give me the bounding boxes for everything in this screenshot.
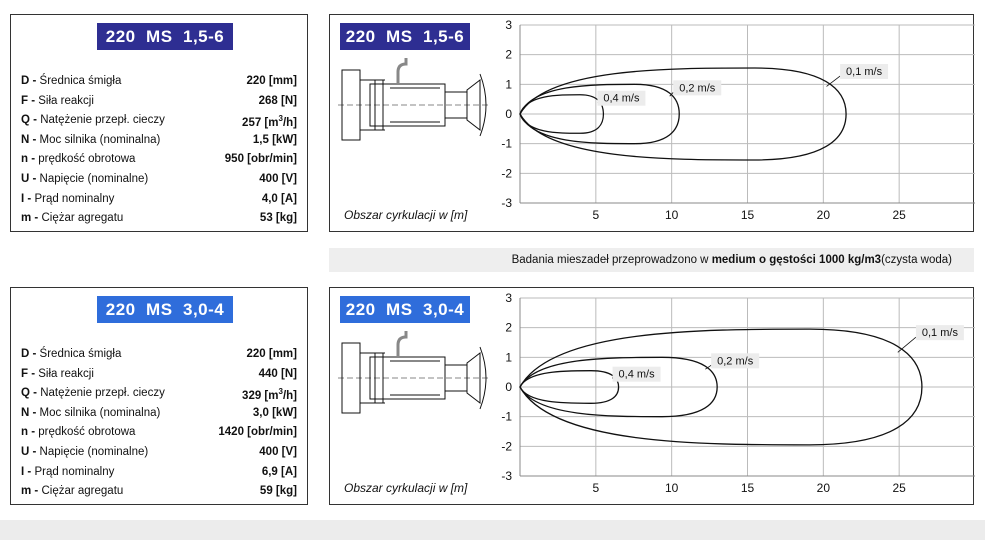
spec-dash: - bbox=[29, 348, 40, 360]
spec-label: Ciężar agregatu bbox=[41, 485, 124, 498]
spec-symbol: I bbox=[21, 192, 25, 205]
x-tick-label: 25 bbox=[892, 481, 906, 495]
curve-label: 0,1 m/s bbox=[846, 66, 883, 79]
spec-value: 6,9 [A] bbox=[261, 465, 297, 478]
spec-label: Natężenie przepł. cieczy bbox=[40, 114, 165, 127]
spec-dash: - bbox=[24, 192, 35, 205]
chart-grid bbox=[520, 25, 975, 203]
spec-value: 220 [mm] bbox=[246, 75, 297, 87]
spec-row bbox=[21, 75, 297, 95]
y-tick-label: -1 bbox=[501, 136, 512, 151]
spec-panel-1 bbox=[10, 14, 308, 232]
note-bold: medium o gęstości 1000 kg/m3 bbox=[711, 254, 882, 266]
spec-dash: - bbox=[29, 75, 40, 87]
spec-symbol: U bbox=[21, 445, 30, 458]
spec-dash: - bbox=[28, 153, 39, 166]
y-tick-label: 3 bbox=[505, 291, 512, 305]
spec-dash: - bbox=[29, 445, 40, 458]
y-tick-label: 3 bbox=[505, 18, 512, 32]
spec-value: 950 [obr/min] bbox=[224, 153, 297, 166]
spec-value: 4,0 [A] bbox=[261, 192, 297, 205]
spec-row bbox=[21, 348, 297, 368]
spec-symbol: U bbox=[21, 172, 30, 185]
spec-value: 257 $[m^3/h]$ bbox=[242, 114, 297, 130]
chart-panel-2 bbox=[329, 287, 974, 505]
x-axis-label: Obszar cyrkulacji w [m] bbox=[344, 481, 468, 495]
spec-row bbox=[21, 193, 297, 213]
spec-label: prędkość obrotowa bbox=[38, 153, 136, 166]
spec-value: 59 [kg] bbox=[259, 485, 297, 498]
y-tick-label: 1 bbox=[505, 77, 512, 92]
y-tick-label: -3 bbox=[501, 469, 512, 483]
spec-symbol: m bbox=[21, 485, 32, 498]
spec-label: Moc silnika (nominalna) bbox=[39, 133, 161, 146]
spec-row bbox=[21, 114, 297, 134]
test-note bbox=[329, 248, 974, 272]
spec-symbol: m bbox=[21, 212, 32, 225]
spec-value: 400 [V] bbox=[259, 172, 297, 185]
spec-label: Natężenie przepł. cieczy bbox=[40, 387, 165, 400]
spec-dash: - bbox=[28, 426, 39, 439]
note-prefix: Badania mieszadeł przeprowadzono w bbox=[511, 254, 712, 266]
model-title-2: 220 MS 3,0-4 bbox=[97, 296, 233, 323]
spec-panel-2 bbox=[10, 287, 308, 505]
x-tick-label: 15 bbox=[740, 208, 755, 222]
y-tick-label: 0 bbox=[505, 380, 512, 394]
spec-dash: - bbox=[29, 406, 40, 419]
spec-symbol: Q bbox=[21, 114, 30, 127]
spec-label: Ciężar agregatu bbox=[41, 212, 124, 225]
x-tick-label: 25 bbox=[892, 208, 906, 222]
curve-label: 0,4 m/s bbox=[603, 92, 640, 105]
spec-dash: - bbox=[29, 172, 40, 185]
spec-symbol: n bbox=[21, 426, 29, 439]
x-tick-label: 5 bbox=[592, 208, 600, 222]
y-tick-label: 2 bbox=[505, 320, 512, 335]
chart-title-1: 220 MS 1,5-6 bbox=[340, 23, 470, 50]
spec-symbol: n bbox=[21, 153, 29, 166]
spec-symbol: F bbox=[21, 367, 29, 380]
spec-dash: - bbox=[31, 485, 42, 498]
spec-label: Prąd nominalny bbox=[34, 192, 115, 205]
spec-row bbox=[21, 173, 297, 193]
spec-symbol: I bbox=[21, 465, 25, 478]
y-tick-label: 1 bbox=[505, 350, 512, 365]
x-tick-label: 20 bbox=[816, 208, 831, 222]
spec-row bbox=[21, 153, 297, 173]
note-suffix: (czysta woda) bbox=[881, 254, 952, 266]
label-leader bbox=[827, 76, 841, 86]
curve-label: 0,4 m/s bbox=[618, 368, 655, 381]
cable bbox=[398, 58, 406, 84]
y-tick-label: -2 bbox=[501, 166, 512, 181]
spec-value: 220 [mm] bbox=[246, 348, 297, 360]
label-leader bbox=[898, 337, 916, 352]
spec-value: 3,0 [kW] bbox=[252, 406, 297, 419]
y-tick-label: 2 bbox=[505, 47, 512, 62]
chart-grid bbox=[520, 298, 975, 476]
spec-label: Napięcie (nominalne) bbox=[39, 172, 149, 185]
spec-row bbox=[21, 368, 297, 388]
spec-label: Średnica śmigła bbox=[39, 75, 122, 87]
spec-value: 53 [kg] bbox=[259, 212, 297, 225]
chart-title-2: 220 MS 3,0-4 bbox=[340, 296, 470, 323]
spec-label: Prąd nominalny bbox=[34, 465, 115, 478]
footer-bar bbox=[0, 520, 985, 540]
spec-dash: - bbox=[24, 465, 35, 478]
chart-panel-1 bbox=[329, 14, 974, 232]
spec-value: 329 $[m^3/h]$ bbox=[242, 387, 297, 403]
spec-label: prędkość obrotowa bbox=[38, 426, 136, 439]
cable bbox=[398, 331, 406, 357]
spec-row bbox=[21, 446, 297, 466]
spec-row bbox=[21, 466, 297, 486]
spec-label: Siła reakcji bbox=[38, 367, 94, 380]
x-axis-label: Obszar cyrkulacji w [m] bbox=[344, 208, 468, 222]
curve-label: 0,1 m/s bbox=[921, 327, 958, 340]
curve-label: 0,2 m/s bbox=[717, 355, 754, 368]
spec-symbol: F bbox=[21, 94, 29, 107]
spec-list-1 bbox=[21, 75, 297, 232]
spec-dash: - bbox=[28, 94, 39, 107]
y-tick-label: -1 bbox=[501, 409, 512, 424]
curve-label: 0,2 m/s bbox=[679, 82, 716, 95]
spec-row bbox=[21, 95, 297, 115]
spec-row bbox=[21, 212, 297, 232]
x-tick-label: 5 bbox=[592, 481, 600, 495]
spec-label: Moc silnika (nominalna) bbox=[39, 406, 161, 419]
spec-symbol: Q bbox=[21, 387, 30, 400]
spec-value: 1,5 [kW] bbox=[252, 133, 297, 146]
y-tick-label: -3 bbox=[501, 196, 512, 210]
spec-row bbox=[21, 426, 297, 446]
mixer-drawing bbox=[338, 58, 490, 140]
y-tick-label: 0 bbox=[505, 107, 512, 121]
spec-symbol: D bbox=[21, 75, 30, 87]
spec-dash: - bbox=[29, 133, 40, 146]
spec-dash: - bbox=[29, 387, 41, 400]
spec-row bbox=[21, 134, 297, 154]
spec-label: Napięcie (nominalne) bbox=[39, 445, 149, 458]
spec-dash: - bbox=[29, 114, 41, 127]
y-tick-label: -2 bbox=[501, 439, 512, 454]
spec-symbol: N bbox=[21, 133, 30, 146]
spec-list-2 bbox=[21, 348, 297, 505]
spec-row bbox=[21, 407, 297, 427]
mixer-drawing bbox=[338, 331, 490, 413]
spec-symbol: N bbox=[21, 406, 30, 419]
spec-label: Siła reakcji bbox=[38, 94, 94, 107]
x-tick-label: 20 bbox=[816, 481, 831, 495]
spec-row bbox=[21, 485, 297, 505]
spec-dash: - bbox=[31, 212, 42, 225]
x-tick-label: 15 bbox=[740, 481, 755, 495]
spec-value: 400 [V] bbox=[259, 445, 297, 458]
spec-value: 440 [N] bbox=[258, 367, 297, 380]
x-tick-label: 10 bbox=[664, 481, 679, 495]
spec-value: 1420 [obr/min] bbox=[218, 426, 297, 439]
spec-row bbox=[21, 387, 297, 407]
model-title-1: 220 MS 1,5-6 bbox=[97, 23, 233, 50]
x-tick-label: 10 bbox=[664, 208, 679, 222]
spec-symbol: D bbox=[21, 348, 30, 360]
spec-value: 268 [N] bbox=[258, 94, 297, 107]
spec-label: Średnica śmigła bbox=[39, 348, 122, 360]
spec-dash: - bbox=[28, 367, 39, 380]
